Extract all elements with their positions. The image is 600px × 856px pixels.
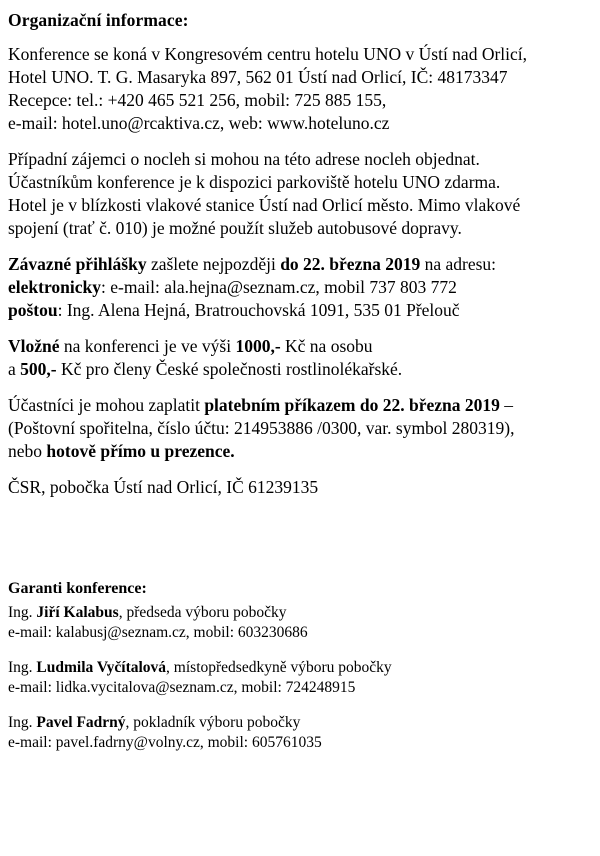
organization-paragraph xyxy=(8,476,594,499)
text-line xyxy=(8,217,594,240)
venue-paragraph xyxy=(8,43,594,135)
page-title xyxy=(8,9,594,32)
text-run: na konferenci je ve výši xyxy=(59,336,236,356)
text-line xyxy=(8,658,594,678)
text-line xyxy=(8,623,594,643)
text-line xyxy=(8,603,594,623)
section-spacer xyxy=(8,512,594,578)
text-run-bold: Jiří Kalabus xyxy=(36,604,119,621)
text-run: zašlete nejpozději xyxy=(146,254,281,274)
text-run: , předseda výboru pobočky xyxy=(118,604,287,621)
text-run-bold: 500,- xyxy=(20,359,57,379)
text-run-bold: Ludmila Vyčítalová xyxy=(36,659,167,676)
text-run: Účastníci je mohou zaplatit xyxy=(8,395,205,415)
text-run: : Ing. Alena Hejná, Bratrouchovská 1091, 535 01 Přelouč xyxy=(57,300,460,320)
text-run: Recepce: tel.: +420 465 521 256, mobil: 725 885 155, xyxy=(8,90,387,110)
guarantors-heading: Garanti konference: xyxy=(8,580,147,597)
text-line xyxy=(8,89,594,112)
accommodation-paragraph xyxy=(8,148,594,240)
document-body xyxy=(8,9,594,753)
payment-paragraph xyxy=(8,394,594,463)
registration-paragraph xyxy=(8,253,594,322)
text-run: Hotel UNO. T. G. Masaryka 897, 562 01 Ústí nad Orlicí, IČ: 48173347 xyxy=(8,67,508,87)
text-line xyxy=(8,678,594,698)
text-run-bold: elektronicky xyxy=(8,277,102,297)
text-line xyxy=(8,394,594,417)
text-run: , místopředsedkyně výboru pobočky xyxy=(166,659,392,676)
text-line xyxy=(8,253,594,276)
text-run: : e-mail: ala.hejna@seznam.cz, mobil 737 803 772 xyxy=(101,277,457,297)
text-run: a xyxy=(8,359,21,379)
text-run: ČSR, pobočka Ústí nad Orlicí, IČ 61239135 xyxy=(8,477,319,497)
text-run: – xyxy=(499,395,514,415)
text-line xyxy=(8,66,594,89)
text-line xyxy=(8,112,594,135)
text-line xyxy=(8,148,594,171)
text-run: e-mail: kalabusj@seznam.cz, mobil: 603230686 xyxy=(8,624,308,641)
text-run: e-mail: hotel.uno@rcaktiva.cz, web: www.hoteluno.cz xyxy=(8,113,390,133)
text-line xyxy=(8,440,594,463)
text-line xyxy=(8,43,594,66)
text-run: Případní zájemci o nocleh si mohou na této adrese nocleh objednat. xyxy=(8,149,480,169)
text-run: Hotel je v blízkosti vlakové stanice Ústí nad Orlicí město. Mimo vlakové xyxy=(8,195,521,215)
text-run: Ing. xyxy=(8,659,37,676)
text-run: spojení (trať č. 010) je možné použít služeb autobusové dopravy. xyxy=(8,218,462,238)
text-run: Ing. xyxy=(8,714,37,731)
text-run-bold: Pavel Fadrný xyxy=(36,714,126,731)
text-run: Kč na osobu xyxy=(280,336,373,356)
text-run: (Poštovní spořitelna, číslo účtu: 214953886 /0300, var. symbol 280319), xyxy=(8,418,515,438)
text-line xyxy=(8,476,594,499)
text-run-bold: poštou xyxy=(8,300,58,320)
text-run: : xyxy=(182,10,189,30)
fee-paragraph xyxy=(8,335,594,381)
text-run: Ing. xyxy=(8,604,37,621)
text-run-bold: Organizační informace xyxy=(8,10,183,30)
paragraph-list xyxy=(8,43,594,499)
text-line xyxy=(8,299,594,322)
guarantor-fadrny xyxy=(8,713,594,753)
text-line xyxy=(8,713,594,733)
text-line xyxy=(8,276,594,299)
guarantor-list xyxy=(8,603,594,753)
text-line xyxy=(8,417,594,440)
text-run: na adresu: xyxy=(420,254,497,274)
text-run: , pokladník výboru pobočky xyxy=(125,714,301,731)
text-line xyxy=(8,194,594,217)
text-run-bold: hotově přímo u prezence. xyxy=(46,441,235,461)
text-run: e-mail: pavel.fadrny@volny.cz, mobil: 605761035 xyxy=(8,734,322,751)
text-run: Konference se koná v Kongresovém centru hotelu UNO v Ústí nad Orlicí, xyxy=(8,44,528,64)
text-run-bold: Vložné xyxy=(8,336,60,356)
text-line xyxy=(8,171,594,194)
text-run-bold: platebním příkazem do 22. března 2019 xyxy=(204,395,500,415)
text-run: e-mail: lidka.vycitalova@seznam.cz, mobil: 724248915 xyxy=(8,679,356,696)
text-run-bold: do 22. března 2019 xyxy=(280,254,421,274)
text-run-bold: 1000,- xyxy=(235,336,281,356)
text-line xyxy=(8,358,594,381)
text-line xyxy=(8,335,594,358)
guarantor-vycitalova xyxy=(8,658,594,698)
text-run: Účastníkům konference je k dispozici parkoviště hotelu UNO zdarma. xyxy=(8,172,501,192)
guarantor-kalabus xyxy=(8,603,594,643)
text-run: nebo xyxy=(8,441,47,461)
text-run: Kč pro členy České společnosti rostlinolékařské. xyxy=(56,359,403,379)
text-run-bold: Závazné přihlášky xyxy=(8,254,147,274)
text-line xyxy=(8,733,594,753)
